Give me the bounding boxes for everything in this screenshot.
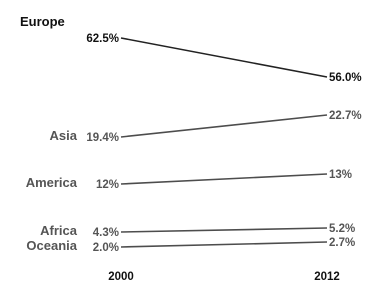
series-line-asia bbox=[121, 115, 327, 137]
data-label-europe-start: 62.5% bbox=[86, 33, 119, 45]
data-label-africa-end: 5.2% bbox=[329, 223, 356, 235]
series-line-america bbox=[121, 174, 327, 184]
x-tick-label-2012: 2012 bbox=[314, 271, 340, 283]
series-labels bbox=[20, 14, 362, 254]
series-label-europe: Europe bbox=[20, 14, 65, 29]
x-axis-ticks bbox=[108, 271, 340, 283]
data-label-oceania-end: 2.7% bbox=[329, 237, 356, 249]
data-label-asia-end: 22.7% bbox=[329, 110, 362, 122]
data-label-asia-start: 19.4% bbox=[86, 132, 119, 144]
series-label-oceania: Oceania bbox=[26, 238, 77, 253]
series-line-africa bbox=[121, 228, 327, 232]
series-label-america: America bbox=[25, 175, 77, 190]
series-line-europe bbox=[121, 38, 327, 77]
data-label-europe-end: 56.0% bbox=[329, 72, 362, 84]
data-label-america-end: 13% bbox=[329, 169, 353, 181]
data-label-america-start: 12% bbox=[95, 179, 119, 191]
series-lines bbox=[121, 38, 327, 247]
x-tick-label-2000: 2000 bbox=[108, 271, 134, 283]
series-line-oceania bbox=[121, 242, 327, 247]
series-label-asia: Asia bbox=[49, 128, 77, 143]
data-label-oceania-start: 2.0% bbox=[92, 242, 119, 254]
series-label-africa: Africa bbox=[40, 223, 77, 238]
data-label-africa-start: 4.3% bbox=[92, 227, 119, 239]
